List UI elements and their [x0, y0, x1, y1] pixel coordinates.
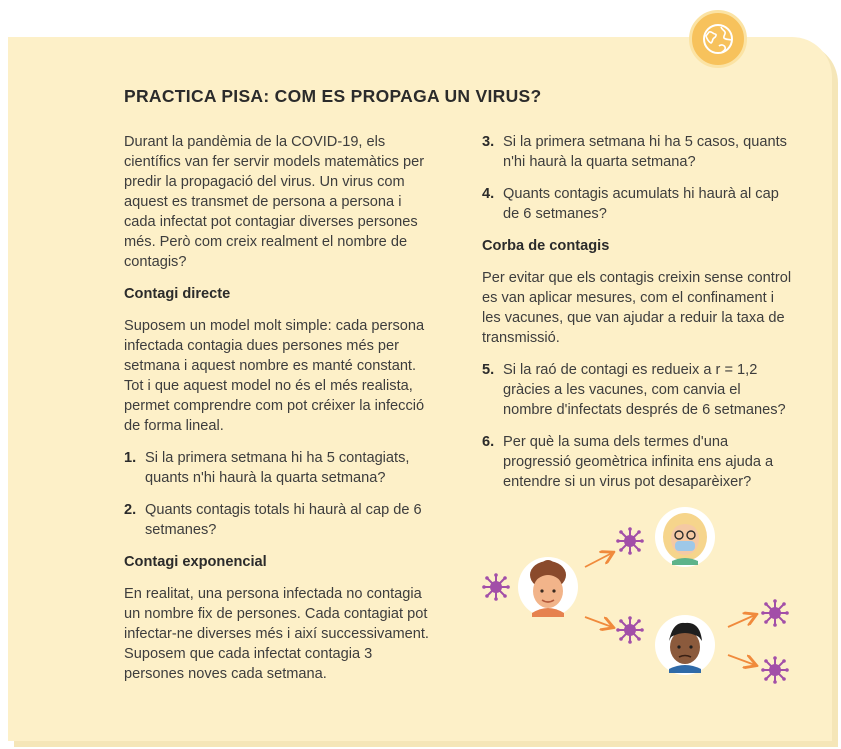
- question-4: [482, 184, 794, 224]
- virus-icon: [761, 599, 789, 627]
- question-text: Per què la suma dels termes d'una progressió geomètrica infinita ens ajuda a entendre si un virus pot desaparèixer?: [503, 434, 774, 490]
- exponential-paragraph: En realitat, una persona infectada no contagia un nombre fix de persones. Cada contagiat pot infectar-ne diverses més i així successivament. Suposem que cada infectat contagia 3 persones noves cada setmana.: [124, 586, 429, 682]
- virus-icon: [616, 527, 644, 555]
- virus-icon: [482, 573, 510, 601]
- direct-paragraph: Suposem un model molt simple: cada persona infectada contagia dues persones més per setmana i aquest nombre es manté constant. Tot i que aquest model no és el més realista, permet comprendre com pot créixer la infecció de forma lineal.: [124, 318, 425, 434]
- person-icon: [655, 615, 715, 675]
- virus-icon: [616, 616, 644, 644]
- question-number: 6.: [482, 434, 495, 450]
- arrow-icon: [585, 553, 612, 567]
- question-number: 2.: [124, 502, 137, 518]
- person-icon: [518, 557, 578, 617]
- virus-spread-illustration: [470, 495, 810, 695]
- arrow-icon: [585, 617, 612, 627]
- globe-icon: [689, 10, 747, 68]
- virus-icon: [761, 656, 789, 684]
- question-text: Si la primera setmana hi ha 5 casos, quants n'hi haurà la quarta setmana?: [503, 134, 787, 170]
- question-number: 5.: [482, 362, 495, 378]
- intro-paragraph: Durant la pandèmia de la COVID-19, els científics van fer servir models matemàtics per predir la propagació del virus. Un virus com aquest es transmet de persona a persona i cada infectat pot contagiar diverses persones més. Però com creix realment el nombre de contagis?: [124, 134, 425, 270]
- person-icon: [655, 507, 715, 567]
- question-text: Si la primera setmana hi ha 5 contagiats, quants n'hi haurà la quarta setmana?: [145, 450, 410, 486]
- question-number: 1.: [124, 450, 137, 466]
- question-text: Quants contagis totals hi haurà al cap de 6 setmanes?: [145, 502, 422, 538]
- arrow-icon: [728, 615, 755, 627]
- question-5: [482, 360, 794, 420]
- question-2: [124, 500, 436, 540]
- left-column: [124, 132, 436, 696]
- question-6: [482, 432, 794, 492]
- right-column: [482, 132, 794, 504]
- curve-paragraph: Per evitar que els contagis creixin sense control es van aplicar mesures, com el confinament i les vacunes, que van ajudar a reduir la taxa de transmissió.: [482, 270, 792, 346]
- question-number: 4.: [482, 186, 495, 202]
- question-3: [482, 132, 794, 172]
- question-1: [124, 448, 436, 488]
- question-number: 3.: [482, 134, 495, 150]
- question-text: Quants contagis acumulats hi haurà al cap de 6 setmanes?: [503, 186, 779, 222]
- question-text: Si la raó de contagi es redueix a r = 1,2 gràcies a les vacunes, com canvia el nombre d'infectats després de 6 setmanes?: [503, 362, 786, 418]
- section-heading-direct: Contagi directe: [124, 286, 231, 302]
- page-title: PRACTICA PISA: COM ES PROPAGA UN VIRUS?: [124, 86, 542, 106]
- arrow-icon: [728, 655, 755, 665]
- section-heading-curve: Corba de contagis: [482, 238, 610, 254]
- section-heading-exponential: Contagi exponencial: [124, 554, 267, 570]
